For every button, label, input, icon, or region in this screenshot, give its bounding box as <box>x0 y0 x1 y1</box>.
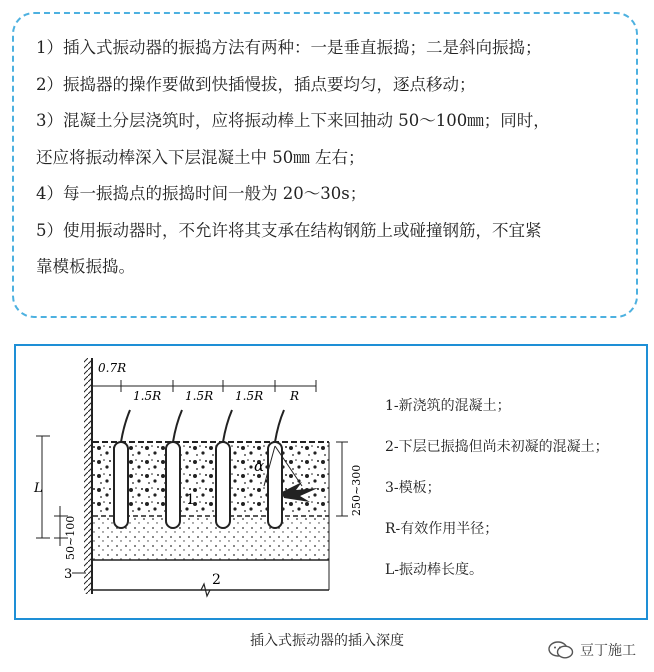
vibrator-rod-4 <box>268 410 284 528</box>
alpha-label: α <box>254 457 265 475</box>
legend <box>385 386 609 591</box>
callout-2: 2 <box>212 572 221 588</box>
notes-box <box>12 12 638 318</box>
vibrator-diagram <box>16 346 376 618</box>
callout-3: 3 <box>64 567 73 582</box>
legend-item-4: R-有效作用半径； <box>385 521 499 537</box>
spacing-label-3: 1.5R <box>235 389 264 403</box>
wechat-logo-icon <box>548 641 574 659</box>
depth-right-label: 250~300 <box>350 464 363 516</box>
note-line-5: 5）使用振动器时，不允许将其支承在结构钢筋上或碰撞钢筋，不宜紧 <box>36 220 542 240</box>
spacing-label-1: 1.5R <box>133 389 162 403</box>
vibrator-rod-1 <box>114 410 130 528</box>
legend-item-1: 1-新浇筑的混凝土； <box>385 398 511 414</box>
legend-item-3: 3-模板； <box>385 480 441 496</box>
note-line-3: 3）混凝土分层浇筑时，应将振动棒上下来回抽动 50～100㎜；同时， <box>36 111 550 130</box>
vibrator-rod-3 <box>216 410 232 528</box>
brand-badge <box>548 640 636 660</box>
formwork-hatch <box>84 358 92 594</box>
spacing-label-4: R <box>290 389 300 403</box>
note-line-1: 1）插入式振动器的振捣方法有两种：一是垂直振捣；二是斜向振捣； <box>36 38 542 57</box>
figure-caption: 插入式振动器的插入深度 <box>250 633 404 649</box>
dim-top-label: 0.7R <box>98 361 127 375</box>
figure-box <box>14 344 648 620</box>
notes-list <box>14 14 636 286</box>
note-line-3-cont: 还应将振动棒深入下层混凝土中 50㎜ 左右； <box>36 147 365 167</box>
spacing-label-2: 1.5R <box>185 389 214 403</box>
depth-upper-label: 50~100 <box>64 515 77 560</box>
callout-1: 1 <box>186 492 195 508</box>
brand-name: 豆丁施工 <box>580 643 636 659</box>
note-line-4: 4）每一振捣点的振捣时间一般为 20～30s； <box>36 184 367 203</box>
L-label: L <box>34 481 43 496</box>
note-line-2: 2）振捣器的操作要做到快插慢拔，插点要均匀，逐点移动； <box>36 74 476 94</box>
note-line-5-cont: 靠模板振捣。 <box>36 257 135 276</box>
legend-item-5: L-振动棒长度。 <box>385 562 484 578</box>
legend-item-2: 2-下层已振捣但尚未初凝的混凝土； <box>385 439 609 455</box>
vibrator-rod-2 <box>166 410 182 528</box>
